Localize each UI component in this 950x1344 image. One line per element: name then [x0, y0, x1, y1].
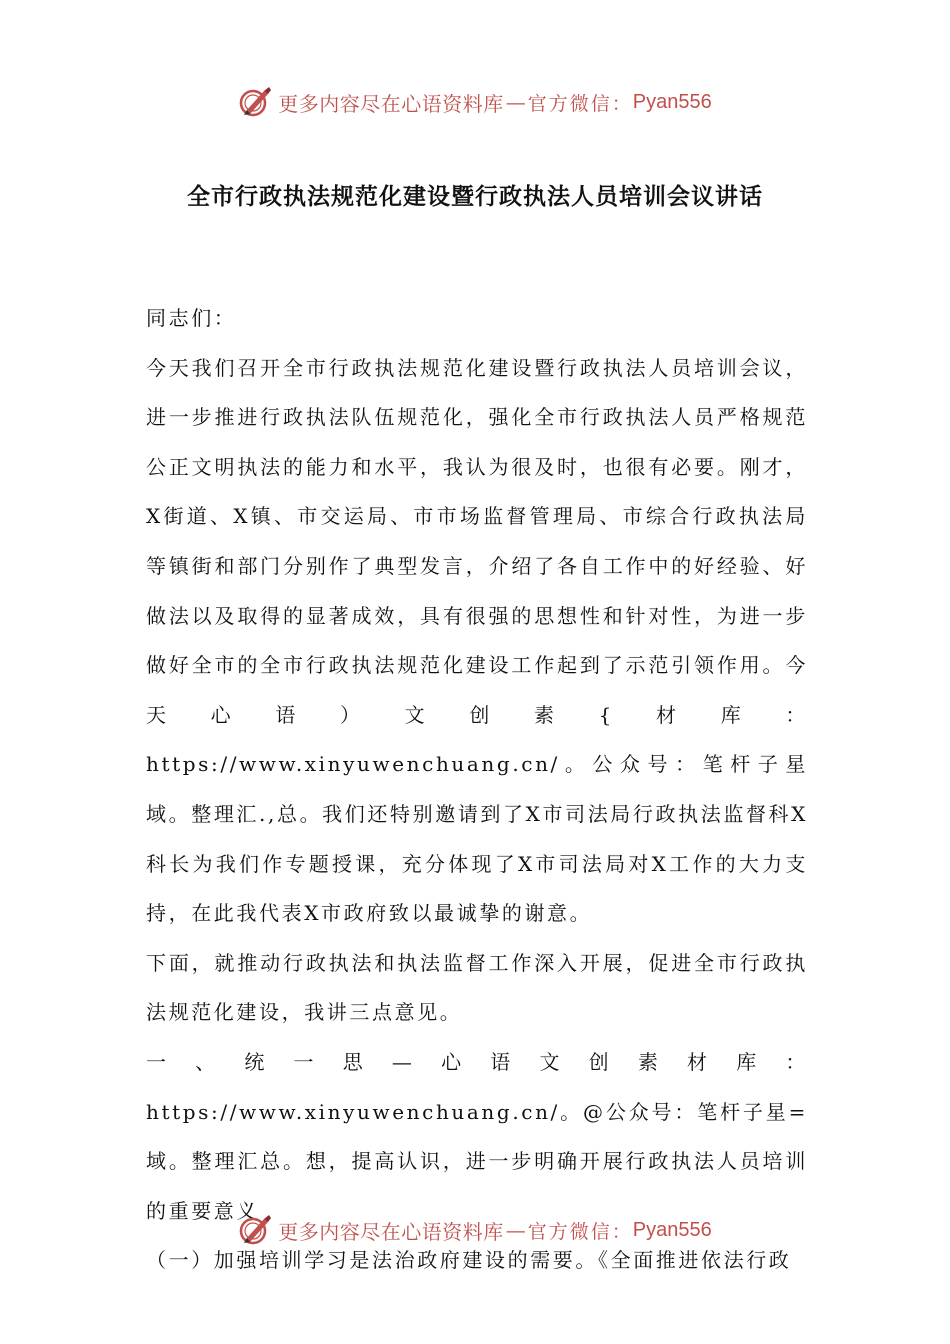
pen-logo-icon [238, 1213, 272, 1247]
paragraph-section-one-heading: 一、统一思—心语文创素材库：https://www.xinyuwenchuang.cn/。@公众号：笔杆子星=域。整理汇总。想，提高认识，进一步明确开展行政执法人员培训的重要意义 [146, 1049, 808, 1223]
footer-wechat-id: Pyan556 [632, 1218, 712, 1241]
paragraph-salutation: 同志们： [146, 306, 237, 330]
header-dash: — [505, 90, 526, 114]
document-body [146, 294, 808, 1286]
pen-logo-icon [238, 85, 272, 119]
footer-dash: — [505, 1218, 526, 1242]
header-official-label: 官方微信： [527, 92, 633, 115]
document-title: 全市行政执法规范化建设暨行政执法人员培训会议讲话 [187, 183, 763, 210]
header-wechat-id: Pyan556 [632, 90, 712, 113]
footer-brand-text: 更多内容尽在心语资料库 [278, 1219, 504, 1244]
paragraph-intro-opinions: 下面，就推动行政执法和执法监督工作深入开展，促进全市行政执法规范化建设，我讲三点意见。 [146, 950, 808, 1025]
footer-watermark [0, 1208, 950, 1252]
header-watermark [0, 80, 950, 124]
footer-official-label: 官方微信： [527, 1220, 633, 1243]
paragraph-subsection-one: （一）加强培训学习是法治政府建设的需要。《全面推进依法行政 [146, 1248, 792, 1273]
header-brand-text: 更多内容尽在心语资料库 [278, 91, 504, 116]
paragraph-opening: 今天我们召开全市行政执法规范化建设暨行政执法人员培训会议，进一步推进行政执法队伍规范化，强化全市行政执法人员严格规范公正文明执法的能力和水平，我认为很及时，也很有必要。刚才，X街道、X镇、市交运局、市市场监督管理局、市综合行政执法局等镇街和部门分别作了典型发言，介绍了各自工作中的好经验、好做法以及取得的显著成效，具有很强的思想性和针对性，为进一步做好全市的全市行政执法规范化建设工作起到了示范引领作用。今天心语）文创素{材库：https://www.xinyuwenchuang.cn/。公众号：笔杆子星域。整理汇.,总。我们还特别邀请到了X市司法局行政执法监督科X科长为我们作专题授课，充分体现了X市司法局对X工作的大力支持，在此我代表X市政府致以最诚挚的谢意。 [146, 355, 808, 926]
